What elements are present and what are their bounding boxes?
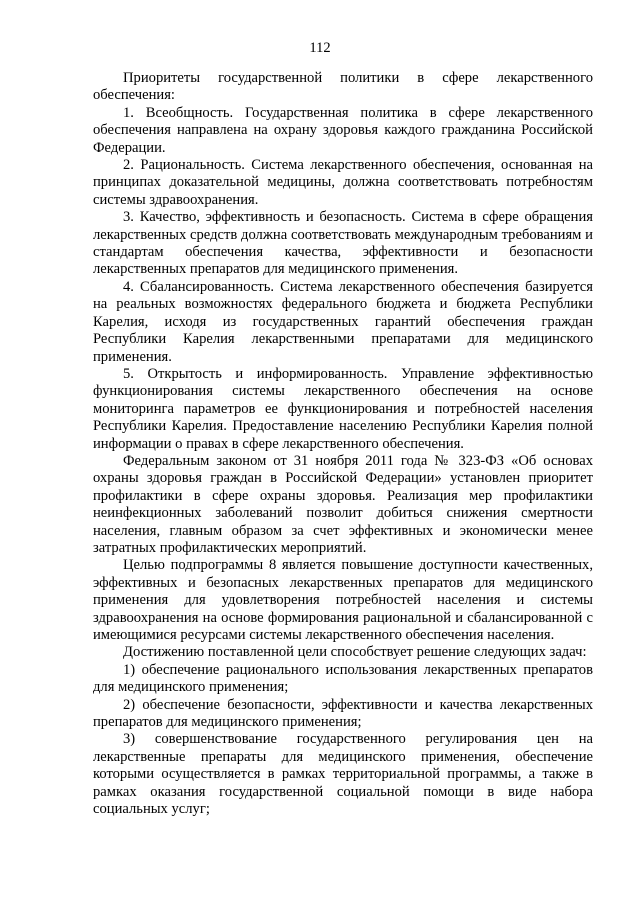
- paragraph-goal: Целью подпрограммы 8 является повышение доступности качественных, эффективных и безопасных лекарственных препаратов для медицинского применения для удовлетворения потребностей населения и системы здравоохранения на основе формирования рациональной и сбалансированной с имеющимися ресурсами системы лекарственного обеспечения населения.: [93, 557, 593, 643]
- paragraph-openness: 5. Открытость и информированность. Управление эффективностью функционирования системы лекарственного обеспечения на основе мониторинга параметров ее функционирования и потребностей населения Республики Карелия. Предоставление населению Республики Карелия полной информации о правах в сфере лекарственного обеспечения.: [93, 365, 593, 452]
- paragraph-rationality: 2. Рациональность. Система лекарственного обеспечения, основанная на принципах доказательной медицины, должна соответствовать потребностям системы здравоохранения.: [93, 157, 593, 208]
- paragraph-task-3: 3) совершенствование государственного регулирования цен на лекарственные препараты для медицинского применения, обеспечение которыми осуществляется в рамках территориальной программы, а также в рамках оказания государственной социальной помощи в виде набора социальных услуг;: [93, 731, 593, 818]
- paragraph-task-2: 2) обеспечение безопасности, эффективности и качества лекарственных препаратов для медицинского применения;: [93, 696, 593, 731]
- page-number: 112: [309, 40, 331, 56]
- paragraph-task-1: 1) обеспечение рационального использования лекарственных препаратов для медицинского применения;: [93, 661, 593, 696]
- paragraph-federal-law: Федеральным законом от 31 ноября 2011 года № 323-ФЗ «Об основах охраны здоровья граждан в Российской Федерации» установлен приоритет профилактики в сфере охраны здоровья. Реализация мер профилактики неинфекционных заболеваний позволит добиться снижения смертности населения, главным образом за счет эффективных и экономически менее затратных профилактических мероприятий.: [93, 452, 593, 556]
- paragraph-quality: 3. Качество, эффективность и безопасность. Система в сфере обращения лекарственных средств должна соответствовать международным требованиям и стандартам обеспечения качества, эффективности и безопасности лекарственных препаратов для медицинского применения.: [93, 209, 593, 278]
- paragraph-priorities-intro: Приоритеты государственной политики в сфере лекарственного обеспечения:: [93, 70, 593, 104]
- paragraph-universality: 1. Всеобщность. Государственная политика в сфере лекарственного обеспечения направлена на охрану здоровья каждого гражданина Российской Федерации.: [93, 104, 593, 156]
- document-body: [93, 70, 593, 818]
- paragraph-tasks-intro: Достижению поставленной цели способствует решение следующих задач:: [123, 644, 587, 661]
- paragraph-balance: 4. Сбалансированность. Система лекарственного обеспечения базируется на реальных возможностях федерального бюджета и бюджета Республики Карелия, исходя из государственных гарантий обеспечения граждан Республики Карелия лекарственными препаратами для медицинского применения.: [93, 278, 593, 365]
